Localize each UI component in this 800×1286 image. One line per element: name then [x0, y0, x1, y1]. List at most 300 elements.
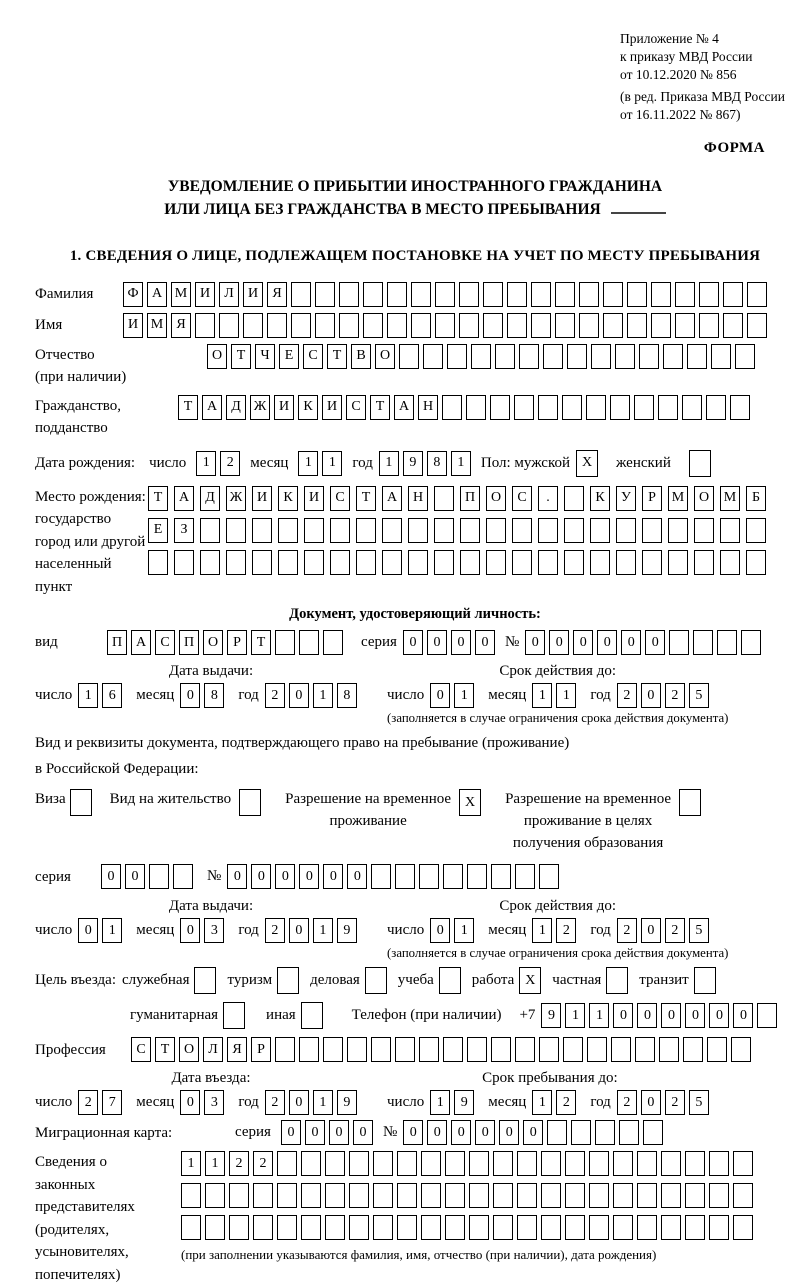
- char-cell[interactable]: Е: [148, 518, 168, 543]
- char-cell[interactable]: 2: [265, 683, 285, 708]
- char-cell[interactable]: 2: [229, 1151, 249, 1176]
- char-cell[interactable]: [373, 1215, 393, 1240]
- char-cell[interactable]: [495, 344, 515, 369]
- char-cell[interactable]: [299, 1037, 319, 1062]
- char-cell[interactable]: [330, 518, 350, 543]
- char-cell[interactable]: [445, 1215, 465, 1240]
- char-cell[interactable]: [226, 518, 246, 543]
- char-cell[interactable]: [435, 282, 455, 307]
- char-cell[interactable]: [460, 550, 480, 575]
- char-cell[interactable]: С: [346, 395, 366, 420]
- char-cell[interactable]: 2: [617, 1090, 637, 1115]
- char-cell[interactable]: [699, 313, 719, 338]
- char-cell[interactable]: 9: [541, 1003, 561, 1028]
- char-cell[interactable]: [181, 1215, 201, 1240]
- char-cell[interactable]: А: [131, 630, 151, 655]
- char-cell[interactable]: [507, 313, 527, 338]
- char-cell[interactable]: [304, 518, 324, 543]
- char-cell[interactable]: [693, 630, 713, 655]
- char-cell[interactable]: [586, 395, 606, 420]
- char-cell[interactable]: [707, 1037, 727, 1062]
- char-cell[interactable]: [541, 1151, 561, 1176]
- char-cell[interactable]: Л: [203, 1037, 223, 1062]
- char-cell[interactable]: 0: [101, 864, 121, 889]
- char-cell[interactable]: [709, 1215, 729, 1240]
- char-cell[interactable]: [675, 282, 695, 307]
- char-cell[interactable]: [275, 1037, 295, 1062]
- char-cell[interactable]: 0: [329, 1120, 349, 1145]
- char-cell[interactable]: [200, 550, 220, 575]
- char-cell[interactable]: [564, 550, 584, 575]
- char-cell[interactable]: [589, 1183, 609, 1208]
- char-cell[interactable]: [471, 344, 491, 369]
- char-cell[interactable]: [735, 344, 755, 369]
- char-cell[interactable]: 0: [403, 1120, 423, 1145]
- char-cell[interactable]: 8: [427, 451, 447, 476]
- char-cell[interactable]: [349, 1151, 369, 1176]
- char-cell[interactable]: [459, 282, 479, 307]
- char-cell[interactable]: [555, 282, 575, 307]
- char-cell[interactable]: [539, 864, 559, 889]
- char-cell[interactable]: [682, 395, 702, 420]
- char-cell[interactable]: [668, 518, 688, 543]
- char-cell[interactable]: [733, 1215, 753, 1240]
- char-cell[interactable]: [267, 313, 287, 338]
- char-cell[interactable]: [469, 1151, 489, 1176]
- char-cell[interactable]: К: [278, 486, 298, 511]
- char-cell[interactable]: К: [298, 395, 318, 420]
- char-cell[interactable]: [746, 518, 766, 543]
- char-cell[interactable]: 2: [665, 1090, 685, 1115]
- char-cell[interactable]: [757, 1003, 777, 1028]
- char-cell[interactable]: [277, 1183, 297, 1208]
- char-cell[interactable]: [491, 1037, 511, 1062]
- char-cell[interactable]: [373, 1151, 393, 1176]
- char-cell[interactable]: И: [252, 486, 272, 511]
- char-cell[interactable]: [659, 1037, 679, 1062]
- char-cell[interactable]: [226, 550, 246, 575]
- char-cell[interactable]: [356, 550, 376, 575]
- char-cell[interactable]: 1: [532, 1090, 552, 1115]
- char-cell[interactable]: [541, 1183, 561, 1208]
- char-cell[interactable]: [603, 313, 623, 338]
- checkbox-cell[interactable]: X: [459, 789, 481, 816]
- char-cell[interactable]: М: [171, 282, 191, 307]
- char-cell[interactable]: [382, 550, 402, 575]
- char-cell[interactable]: [347, 1037, 367, 1062]
- char-cell[interactable]: [301, 1215, 321, 1240]
- char-cell[interactable]: [325, 1183, 345, 1208]
- char-cell[interactable]: [467, 1037, 487, 1062]
- char-cell[interactable]: [733, 1151, 753, 1176]
- char-cell[interactable]: 0: [305, 1120, 325, 1145]
- char-cell[interactable]: [469, 1215, 489, 1240]
- char-cell[interactable]: 0: [641, 1090, 661, 1115]
- char-cell[interactable]: 0: [709, 1003, 729, 1028]
- char-cell[interactable]: Р: [642, 486, 662, 511]
- char-cell[interactable]: 0: [685, 1003, 705, 1028]
- char-cell[interactable]: [469, 1183, 489, 1208]
- char-cell[interactable]: [615, 344, 635, 369]
- char-cell[interactable]: [512, 518, 532, 543]
- char-cell[interactable]: [616, 518, 636, 543]
- char-cell[interactable]: [299, 630, 319, 655]
- char-cell[interactable]: 1: [196, 451, 216, 476]
- char-cell[interactable]: [668, 550, 688, 575]
- char-cell[interactable]: [539, 1037, 559, 1062]
- char-cell[interactable]: [301, 1151, 321, 1176]
- char-cell[interactable]: [486, 518, 506, 543]
- checkbox-cell[interactable]: [194, 967, 216, 994]
- char-cell[interactable]: Т: [178, 395, 198, 420]
- char-cell[interactable]: [661, 1215, 681, 1240]
- char-cell[interactable]: [709, 1183, 729, 1208]
- char-cell[interactable]: 0: [403, 630, 423, 655]
- char-cell[interactable]: [637, 1183, 657, 1208]
- char-cell[interactable]: Н: [408, 486, 428, 511]
- checkbox-cell[interactable]: [689, 450, 711, 477]
- char-cell[interactable]: [395, 864, 415, 889]
- char-cell[interactable]: [493, 1215, 513, 1240]
- char-cell[interactable]: М: [720, 486, 740, 511]
- char-cell[interactable]: [278, 518, 298, 543]
- char-cell[interactable]: [687, 344, 707, 369]
- char-cell[interactable]: 1: [532, 683, 552, 708]
- char-cell[interactable]: [229, 1183, 249, 1208]
- char-cell[interactable]: [651, 313, 671, 338]
- char-cell[interactable]: [613, 1183, 633, 1208]
- char-cell[interactable]: 0: [281, 1120, 301, 1145]
- char-cell[interactable]: Т: [155, 1037, 175, 1062]
- char-cell[interactable]: [445, 1183, 465, 1208]
- char-cell[interactable]: [515, 864, 535, 889]
- char-cell[interactable]: 1: [532, 918, 552, 943]
- char-cell[interactable]: [466, 395, 486, 420]
- char-cell[interactable]: [291, 282, 311, 307]
- char-cell[interactable]: Т: [148, 486, 168, 511]
- char-cell[interactable]: С: [303, 344, 323, 369]
- char-cell[interactable]: 1: [322, 451, 342, 476]
- char-cell[interactable]: А: [382, 486, 402, 511]
- char-cell[interactable]: [363, 313, 383, 338]
- char-cell[interactable]: [643, 1120, 663, 1145]
- char-cell[interactable]: Р: [251, 1037, 271, 1062]
- char-cell[interactable]: [323, 1037, 343, 1062]
- char-cell[interactable]: 5: [689, 1090, 709, 1115]
- checkbox-cell[interactable]: [439, 967, 461, 994]
- char-cell[interactable]: 2: [265, 918, 285, 943]
- char-cell[interactable]: [590, 518, 610, 543]
- char-cell[interactable]: [397, 1151, 417, 1176]
- char-cell[interactable]: [148, 550, 168, 575]
- char-cell[interactable]: [371, 1037, 391, 1062]
- char-cell[interactable]: [613, 1151, 633, 1176]
- char-cell[interactable]: [564, 486, 584, 511]
- char-cell[interactable]: [694, 518, 714, 543]
- char-cell[interactable]: [195, 313, 215, 338]
- char-cell[interactable]: 1: [181, 1151, 201, 1176]
- char-cell[interactable]: 0: [347, 864, 367, 889]
- char-cell[interactable]: [325, 1215, 345, 1240]
- char-cell[interactable]: [397, 1215, 417, 1240]
- char-cell[interactable]: [493, 1183, 513, 1208]
- char-cell[interactable]: Т: [231, 344, 251, 369]
- char-cell[interactable]: 0: [475, 1120, 495, 1145]
- char-cell[interactable]: 2: [617, 918, 637, 943]
- char-cell[interactable]: 1: [313, 683, 333, 708]
- char-cell[interactable]: 0: [427, 1120, 447, 1145]
- char-cell[interactable]: [717, 630, 737, 655]
- char-cell[interactable]: П: [460, 486, 480, 511]
- char-cell[interactable]: С: [155, 630, 175, 655]
- char-cell[interactable]: 6: [102, 683, 122, 708]
- char-cell[interactable]: 0: [353, 1120, 373, 1145]
- char-cell[interactable]: Ж: [226, 486, 246, 511]
- char-cell[interactable]: [445, 1151, 465, 1176]
- char-cell[interactable]: А: [202, 395, 222, 420]
- char-cell[interactable]: 2: [220, 451, 240, 476]
- char-cell[interactable]: [515, 1037, 535, 1062]
- char-cell[interactable]: [565, 1151, 585, 1176]
- char-cell[interactable]: .: [538, 486, 558, 511]
- char-cell[interactable]: 1: [589, 1003, 609, 1028]
- char-cell[interactable]: [483, 313, 503, 338]
- char-cell[interactable]: 2: [556, 1090, 576, 1115]
- char-cell[interactable]: 0: [451, 1120, 471, 1145]
- char-cell[interactable]: [720, 550, 740, 575]
- char-cell[interactable]: [639, 344, 659, 369]
- char-cell[interactable]: [595, 1120, 615, 1145]
- char-cell[interactable]: [460, 518, 480, 543]
- char-cell[interactable]: [579, 313, 599, 338]
- char-cell[interactable]: [149, 864, 169, 889]
- char-cell[interactable]: [683, 1037, 703, 1062]
- char-cell[interactable]: [694, 550, 714, 575]
- char-cell[interactable]: 9: [403, 451, 423, 476]
- char-cell[interactable]: [603, 282, 623, 307]
- char-cell[interactable]: [411, 313, 431, 338]
- char-cell[interactable]: [675, 313, 695, 338]
- char-cell[interactable]: [711, 344, 731, 369]
- char-cell[interactable]: [635, 1037, 655, 1062]
- char-cell[interactable]: [538, 395, 558, 420]
- char-cell[interactable]: И: [274, 395, 294, 420]
- char-cell[interactable]: [447, 344, 467, 369]
- char-cell[interactable]: 0: [525, 630, 545, 655]
- char-cell[interactable]: [278, 550, 298, 575]
- char-cell[interactable]: 0: [299, 864, 319, 889]
- char-cell[interactable]: 1: [454, 918, 474, 943]
- char-cell[interactable]: [563, 1037, 583, 1062]
- char-cell[interactable]: [349, 1215, 369, 1240]
- char-cell[interactable]: [731, 1037, 751, 1062]
- char-cell[interactable]: М: [668, 486, 688, 511]
- char-cell[interactable]: 8: [204, 683, 224, 708]
- char-cell[interactable]: [564, 518, 584, 543]
- char-cell[interactable]: И: [304, 486, 324, 511]
- char-cell[interactable]: 0: [523, 1120, 543, 1145]
- char-cell[interactable]: 5: [689, 683, 709, 708]
- char-cell[interactable]: [408, 518, 428, 543]
- char-cell[interactable]: [419, 864, 439, 889]
- char-cell[interactable]: [651, 282, 671, 307]
- checkbox-cell[interactable]: [694, 967, 716, 994]
- checkbox-cell[interactable]: [70, 789, 92, 816]
- char-cell[interactable]: [252, 518, 272, 543]
- char-cell[interactable]: 0: [180, 918, 200, 943]
- char-cell[interactable]: [642, 550, 662, 575]
- char-cell[interactable]: 0: [289, 1090, 309, 1115]
- char-cell[interactable]: [591, 344, 611, 369]
- char-cell[interactable]: [423, 344, 443, 369]
- char-cell[interactable]: [399, 344, 419, 369]
- char-cell[interactable]: [541, 1215, 561, 1240]
- char-cell[interactable]: [634, 395, 654, 420]
- char-cell[interactable]: 0: [227, 864, 247, 889]
- char-cell[interactable]: 1: [313, 918, 333, 943]
- char-cell[interactable]: [723, 313, 743, 338]
- char-cell[interactable]: Ж: [250, 395, 270, 420]
- char-cell[interactable]: [519, 344, 539, 369]
- char-cell[interactable]: Л: [219, 282, 239, 307]
- char-cell[interactable]: С: [131, 1037, 151, 1062]
- char-cell[interactable]: 2: [556, 918, 576, 943]
- char-cell[interactable]: [219, 313, 239, 338]
- checkbox-cell[interactable]: [223, 1002, 245, 1029]
- char-cell[interactable]: А: [147, 282, 167, 307]
- char-cell[interactable]: К: [590, 486, 610, 511]
- char-cell[interactable]: У: [616, 486, 636, 511]
- char-cell[interactable]: [371, 864, 391, 889]
- char-cell[interactable]: [330, 550, 350, 575]
- char-cell[interactable]: [304, 550, 324, 575]
- char-cell[interactable]: Т: [356, 486, 376, 511]
- char-cell[interactable]: 1: [298, 451, 318, 476]
- char-cell[interactable]: И: [195, 282, 215, 307]
- char-cell[interactable]: 0: [275, 864, 295, 889]
- char-cell[interactable]: [339, 282, 359, 307]
- char-cell[interactable]: [565, 1183, 585, 1208]
- char-cell[interactable]: [301, 1183, 321, 1208]
- char-cell[interactable]: З: [174, 518, 194, 543]
- char-cell[interactable]: [709, 1151, 729, 1176]
- char-cell[interactable]: [567, 344, 587, 369]
- char-cell[interactable]: Т: [251, 630, 271, 655]
- char-cell[interactable]: 1: [205, 1151, 225, 1176]
- char-cell[interactable]: [512, 550, 532, 575]
- char-cell[interactable]: [173, 864, 193, 889]
- char-cell[interactable]: 0: [499, 1120, 519, 1145]
- char-cell[interactable]: [589, 1215, 609, 1240]
- char-cell[interactable]: 0: [613, 1003, 633, 1028]
- char-cell[interactable]: О: [486, 486, 506, 511]
- char-cell[interactable]: [205, 1215, 225, 1240]
- char-cell[interactable]: 0: [645, 630, 665, 655]
- char-cell[interactable]: [443, 1037, 463, 1062]
- char-cell[interactable]: 0: [597, 630, 617, 655]
- char-cell[interactable]: [590, 550, 610, 575]
- char-cell[interactable]: [373, 1183, 393, 1208]
- char-cell[interactable]: [507, 282, 527, 307]
- char-cell[interactable]: [531, 282, 551, 307]
- char-cell[interactable]: 3: [204, 918, 224, 943]
- char-cell[interactable]: О: [203, 630, 223, 655]
- char-cell[interactable]: 2: [265, 1090, 285, 1115]
- char-cell[interactable]: [579, 282, 599, 307]
- char-cell[interactable]: [434, 486, 454, 511]
- char-cell[interactable]: [562, 395, 582, 420]
- char-cell[interactable]: [619, 1120, 639, 1145]
- char-cell[interactable]: [637, 1215, 657, 1240]
- char-cell[interactable]: О: [207, 344, 227, 369]
- char-cell[interactable]: 1: [102, 918, 122, 943]
- char-cell[interactable]: [571, 1120, 591, 1145]
- char-cell[interactable]: [253, 1215, 273, 1240]
- char-cell[interactable]: [363, 282, 383, 307]
- char-cell[interactable]: [685, 1215, 705, 1240]
- char-cell[interactable]: [419, 1037, 439, 1062]
- char-cell[interactable]: [565, 1215, 585, 1240]
- char-cell[interactable]: [538, 518, 558, 543]
- char-cell[interactable]: Я: [227, 1037, 247, 1062]
- char-cell[interactable]: [491, 864, 511, 889]
- char-cell[interactable]: [323, 630, 343, 655]
- char-cell[interactable]: [408, 550, 428, 575]
- char-cell[interactable]: С: [330, 486, 350, 511]
- char-cell[interactable]: [661, 1183, 681, 1208]
- char-cell[interactable]: Ч: [255, 344, 275, 369]
- char-cell[interactable]: 2: [78, 1090, 98, 1115]
- char-cell[interactable]: Я: [171, 313, 191, 338]
- char-cell[interactable]: Т: [327, 344, 347, 369]
- char-cell[interactable]: [490, 395, 510, 420]
- char-cell[interactable]: [669, 630, 689, 655]
- char-cell[interactable]: [252, 550, 272, 575]
- char-cell[interactable]: [277, 1151, 297, 1176]
- char-cell[interactable]: В: [351, 344, 371, 369]
- char-cell[interactable]: 0: [427, 630, 447, 655]
- char-cell[interactable]: [315, 282, 335, 307]
- char-cell[interactable]: [514, 395, 534, 420]
- char-cell[interactable]: [741, 630, 761, 655]
- char-cell[interactable]: 0: [475, 630, 495, 655]
- char-cell[interactable]: 0: [549, 630, 569, 655]
- char-cell[interactable]: 0: [641, 683, 661, 708]
- char-cell[interactable]: 1: [313, 1090, 333, 1115]
- char-cell[interactable]: П: [107, 630, 127, 655]
- char-cell[interactable]: 0: [573, 630, 593, 655]
- char-cell[interactable]: [637, 1151, 657, 1176]
- char-cell[interactable]: [382, 518, 402, 543]
- char-cell[interactable]: 1: [556, 683, 576, 708]
- char-cell[interactable]: С: [512, 486, 532, 511]
- char-cell[interactable]: [531, 313, 551, 338]
- char-cell[interactable]: 0: [289, 683, 309, 708]
- char-cell[interactable]: [181, 1183, 201, 1208]
- char-cell[interactable]: 0: [430, 683, 450, 708]
- char-cell[interactable]: [685, 1151, 705, 1176]
- char-cell[interactable]: [658, 395, 678, 420]
- char-cell[interactable]: [387, 313, 407, 338]
- checkbox-cell[interactable]: [277, 967, 299, 994]
- char-cell[interactable]: [661, 1151, 681, 1176]
- char-cell[interactable]: [733, 1183, 753, 1208]
- char-cell[interactable]: [434, 518, 454, 543]
- char-cell[interactable]: [663, 344, 683, 369]
- char-cell[interactable]: [720, 518, 740, 543]
- char-cell[interactable]: 0: [733, 1003, 753, 1028]
- char-cell[interactable]: Ф: [123, 282, 143, 307]
